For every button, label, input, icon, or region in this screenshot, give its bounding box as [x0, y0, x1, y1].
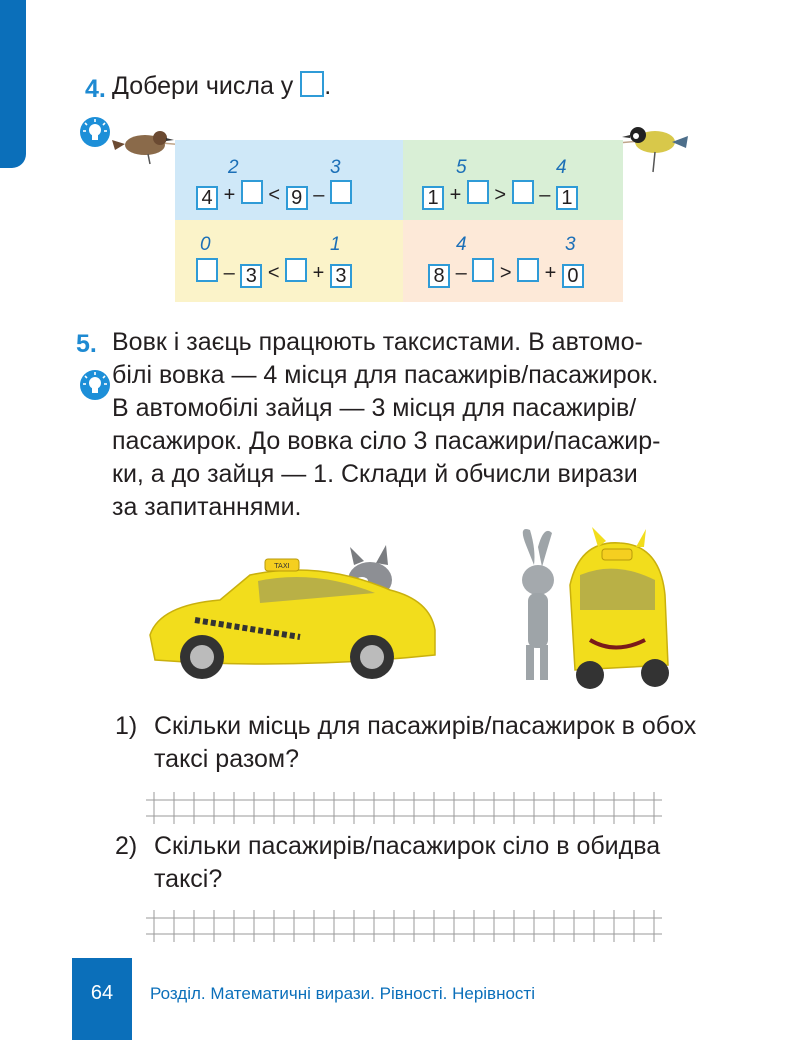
- operator: –: [539, 184, 551, 206]
- text-line: Вовк і заєць працюють таксистами. В автомо-: [112, 328, 643, 356]
- number-box: 9: [286, 186, 308, 210]
- question-1-text: [154, 710, 696, 776]
- operator: –: [223, 262, 235, 284]
- relation-sign: >: [499, 262, 512, 284]
- relation-sign: >: [494, 184, 507, 206]
- question-2-text: [154, 830, 660, 896]
- operator: +: [544, 262, 557, 284]
- operator: –: [313, 184, 325, 206]
- inequality-2: [422, 180, 578, 210]
- empty-answer-box[interactable]: [285, 258, 307, 282]
- text-line: білі вовка — 4 місця для пасажирів/пасажирок.: [112, 361, 659, 389]
- task-4-instruction: [112, 70, 331, 103]
- empty-answer-box[interactable]: [512, 180, 534, 204]
- question-line: Скільки пасажирів/пасажирок сіло в обидва: [154, 832, 661, 860]
- answer-grid-1[interactable]: [146, 790, 662, 826]
- answer-right: 1: [330, 234, 341, 255]
- empty-answer-box[interactable]: [517, 258, 539, 282]
- text-line: за запитаннями.: [112, 493, 302, 521]
- question-1-number: 1): [115, 712, 138, 740]
- answer-right: 3: [330, 157, 341, 178]
- lightbulb-hint-icon: [80, 117, 110, 147]
- chapter-tab: [0, 0, 26, 168]
- task-5-number: 5.: [76, 330, 97, 358]
- text-line: пасажирок. До вовка сіло 3 пасажири/пасажир-: [112, 427, 661, 455]
- text-line: ки, а до зайця — 1. Склади й обчисли вирази: [112, 460, 638, 488]
- task-4-text: Добери числа у: [112, 72, 294, 100]
- page-number: 64: [90, 982, 114, 1004]
- answer-left: 4: [456, 234, 467, 255]
- empty-answer-box[interactable]: [241, 180, 263, 204]
- operator: –: [455, 262, 467, 284]
- empty-answer-box[interactable]: [330, 180, 352, 204]
- question-line: таксі разом?: [154, 745, 299, 773]
- operator: +: [312, 262, 325, 284]
- sparrow-icon: [112, 131, 174, 164]
- empty-box-icon: [300, 71, 324, 97]
- lightbulb-hint-icon: [80, 370, 110, 400]
- number-box: 4: [196, 186, 218, 210]
- inequality-3: [196, 258, 352, 288]
- task-5-text: [112, 326, 752, 524]
- hare-icon: [522, 529, 554, 680]
- empty-answer-box[interactable]: [196, 258, 218, 282]
- titmouse-icon: [622, 127, 688, 172]
- number-box: 1: [422, 186, 444, 210]
- empty-answer-box[interactable]: [467, 180, 489, 204]
- relation-sign: <: [267, 262, 280, 284]
- section-title: Розділ. Математичні вирази. Рівності. Нерівності: [150, 984, 535, 1003]
- wolf-taxi-illustration: [140, 545, 440, 695]
- number-box: 0: [562, 264, 584, 288]
- number-box: 3: [330, 264, 352, 288]
- question-2-number: 2): [115, 832, 138, 860]
- hare-taxi-illustration: [500, 525, 680, 700]
- answer-grid-2[interactable]: [146, 908, 662, 944]
- empty-answer-box[interactable]: [472, 258, 494, 282]
- taxi-sign-text: TAXI: [274, 562, 290, 570]
- operator: +: [223, 184, 236, 206]
- text-line: В автомобілі зайця — 3 місця для пасажирів/: [112, 394, 637, 422]
- number-box: 1: [556, 186, 578, 210]
- answer-right: 4: [556, 157, 567, 178]
- answer-left: 2: [228, 157, 239, 178]
- answer-right: 3: [565, 234, 576, 255]
- question-line: таксі?: [154, 865, 223, 893]
- task-4-period: .: [324, 72, 332, 100]
- answer-left: 0: [200, 234, 211, 255]
- inequality-4: [428, 258, 584, 288]
- number-box: 8: [428, 264, 450, 288]
- relation-sign: <: [268, 184, 281, 206]
- number-box: 3: [240, 264, 262, 288]
- task-4-number: 4.: [85, 75, 106, 103]
- inequality-1: [196, 180, 352, 210]
- answer-left: 5: [456, 157, 467, 178]
- operator: +: [449, 184, 462, 206]
- question-line: Скільки місць для пасажирів/пасажирок в обох: [154, 712, 697, 740]
